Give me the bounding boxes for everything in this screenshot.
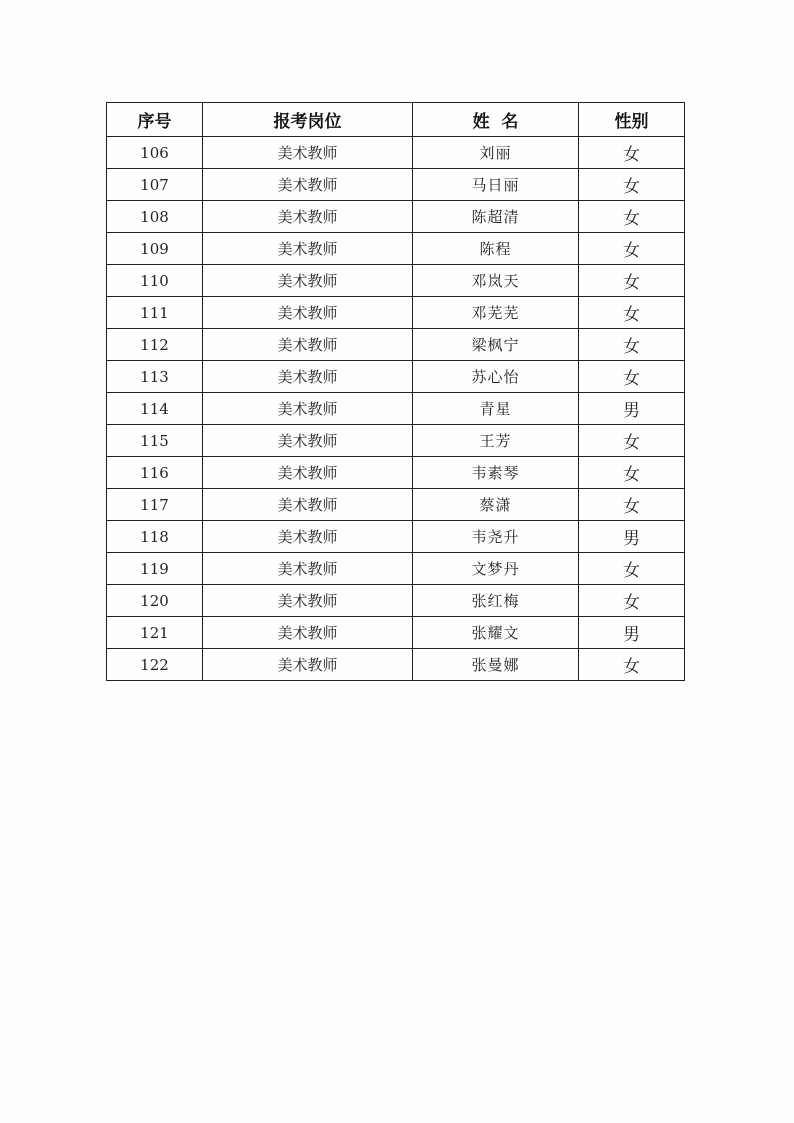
cell-gender: 女 [579,553,685,585]
cell-gender: 女 [579,361,685,393]
cell-position: 美术教师 [203,329,413,361]
cell-position: 美术教师 [203,649,413,681]
cell-gender: 女 [579,137,685,169]
cell-number: 109 [107,233,203,265]
cell-position: 美术教师 [203,169,413,201]
cell-gender: 女 [579,649,685,681]
cell-name: 邓岚天 [413,265,579,297]
cell-position: 美术教师 [203,425,413,457]
cell-number: 113 [107,361,203,393]
cell-position: 美术教师 [203,617,413,649]
cell-position: 美术教师 [203,265,413,297]
cell-gender: 女 [579,169,685,201]
cell-position: 美术教师 [203,521,413,553]
cell-number: 111 [107,297,203,329]
cell-position: 美术教师 [203,553,413,585]
cell-gender: 女 [579,329,685,361]
cell-name: 文梦丹 [413,553,579,585]
table-row [107,393,685,425]
cell-number: 120 [107,585,203,617]
table-row [107,553,685,585]
cell-name: 王芳 [413,425,579,457]
table-row [107,265,685,297]
table-row [107,297,685,329]
header-gender: 性别 [579,103,685,137]
cell-name: 陈超清 [413,201,579,233]
cell-name: 苏心怡 [413,361,579,393]
cell-name: 刘丽 [413,137,579,169]
table-row [107,585,685,617]
header-number: 序号 [107,103,203,137]
cell-number: 116 [107,457,203,489]
cell-number: 122 [107,649,203,681]
cell-gender: 女 [579,201,685,233]
cell-name: 韦尧升 [413,521,579,553]
table-row [107,617,685,649]
cell-gender: 男 [579,521,685,553]
cell-position: 美术教师 [203,297,413,329]
cell-name: 张耀文 [413,617,579,649]
table-row [107,489,685,521]
cell-name: 韦素琴 [413,457,579,489]
cell-position: 美术教师 [203,489,413,521]
cell-number: 121 [107,617,203,649]
cell-gender: 女 [579,489,685,521]
cell-number: 108 [107,201,203,233]
header-name: 姓 名 [413,103,579,137]
cell-gender: 女 [579,425,685,457]
table-row [107,521,685,553]
cell-gender: 女 [579,265,685,297]
table-row [107,457,685,489]
cell-name: 蔡潇 [413,489,579,521]
cell-number: 110 [107,265,203,297]
cell-position: 美术教师 [203,585,413,617]
table-row [107,329,685,361]
cell-position: 美术教师 [203,233,413,265]
cell-position: 美术教师 [203,457,413,489]
cell-number: 115 [107,425,203,457]
cell-name: 梁枫宁 [413,329,579,361]
cell-name: 邓芜芜 [413,297,579,329]
table-row [107,233,685,265]
table-row [107,201,685,233]
cell-number: 107 [107,169,203,201]
cell-number: 114 [107,393,203,425]
table-row [107,169,685,201]
cell-number: 119 [107,553,203,585]
table-body [107,137,685,681]
table-row [107,425,685,457]
header-row [107,103,685,137]
cell-name: 青星 [413,393,579,425]
cell-gender: 女 [579,297,685,329]
cell-position: 美术教师 [203,393,413,425]
table-row [107,137,685,169]
cell-name: 马日丽 [413,169,579,201]
cell-gender: 女 [579,585,685,617]
table-header [107,103,685,137]
table-row [107,361,685,393]
cell-number: 117 [107,489,203,521]
cell-name: 张红梅 [413,585,579,617]
cell-name: 张曼娜 [413,649,579,681]
cell-number: 112 [107,329,203,361]
cell-position: 美术教师 [203,361,413,393]
cell-position: 美术教师 [203,201,413,233]
cell-gender: 男 [579,393,685,425]
table-row [107,649,685,681]
cell-gender: 男 [579,617,685,649]
cell-gender: 女 [579,233,685,265]
cell-number: 106 [107,137,203,169]
header-position: 报考岗位 [203,103,413,137]
cell-number: 118 [107,521,203,553]
candidate-table [106,102,685,681]
cell-gender: 女 [579,457,685,489]
cell-position: 美术教师 [203,137,413,169]
cell-name: 陈程 [413,233,579,265]
